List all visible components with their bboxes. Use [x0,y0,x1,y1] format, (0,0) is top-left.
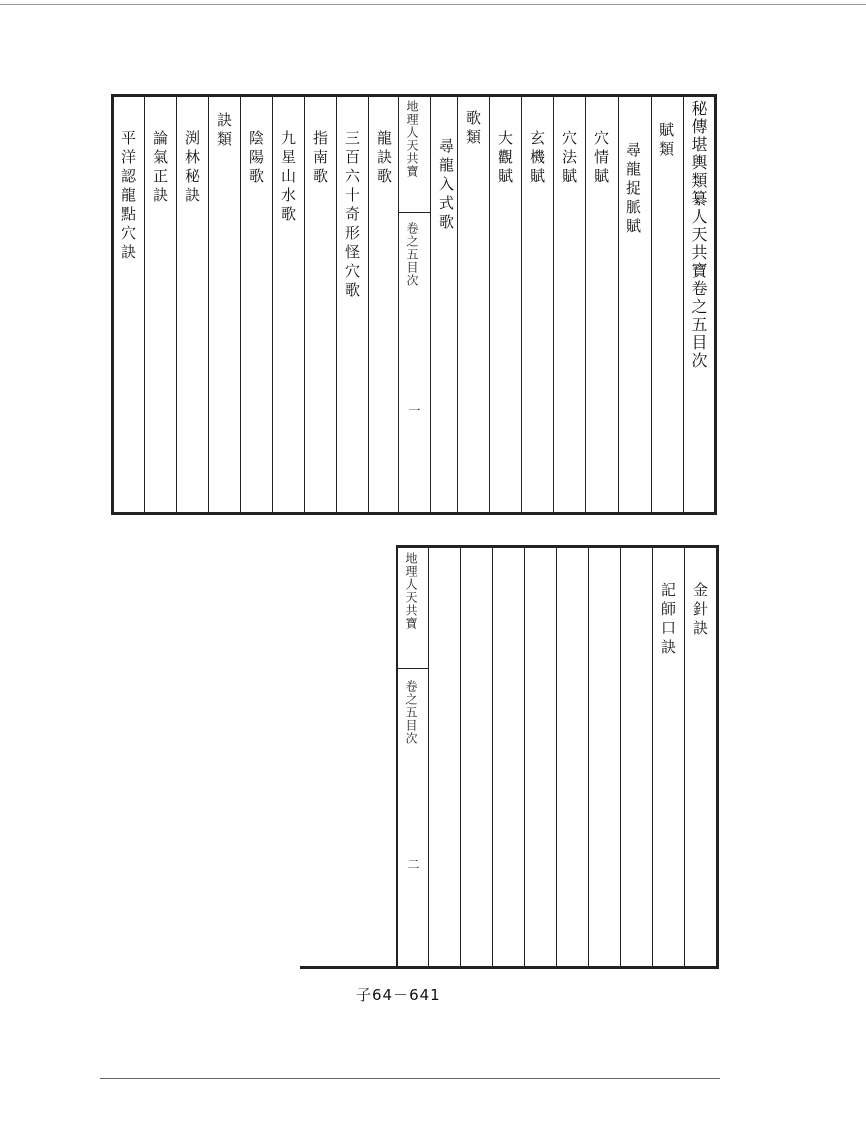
toc-entry: 指南歌 [311,130,329,187]
toc-entry: 三百六十奇形怪穴歌 [343,130,361,301]
lower-column-rule [652,548,653,966]
upper-column-rule [489,96,490,512]
lower-column-rule [428,548,429,966]
margin-fishtail [398,668,428,669]
folio-number: 子64－641 [356,986,441,1004]
toc-entry: 龍訣歌 [375,130,393,187]
toc-entry: 論氣正訣 [151,130,169,206]
lower-frame-left [396,545,398,969]
toc-entry: 穴法賦 [560,130,578,187]
lower-column-rule [524,548,525,966]
toc-heading: 賦類 [657,122,675,160]
upper-margin-title: 地理人天共寶 [405,100,419,178]
toc-entry: 尋龍捉脈賦 [624,142,642,237]
upper-column-rule [398,96,399,512]
upper-column-rule [651,96,652,512]
lower-margin-volume: 卷之五目次 [404,680,418,745]
scan-edge-line [0,4,866,5]
upper-column-rule [618,96,619,512]
toc-entry: 尋龍入式歌 [437,138,455,233]
toc-entry: 陰陽歌 [247,130,265,187]
lower-column-rule [684,548,685,966]
toc-entry: 金針訣 [691,582,709,639]
lower-frame-bottom [300,966,718,969]
toc-entry: 平洋認龍點穴訣 [119,130,137,263]
upper-column-rule [368,96,369,512]
lower-column-rule [620,548,621,966]
upper-frame-left [111,94,114,515]
upper-column-rule [240,96,241,512]
upper-title: 秘傳堪輿類纂人天共寶卷之五目次 [689,100,708,370]
toc-heading: 訣類 [215,112,233,150]
scan-edge-line [100,1078,720,1079]
upper-column-rule [457,96,458,512]
upper-column-rule [144,96,145,512]
upper-column-rule [553,96,554,512]
lower-frame-right [716,545,719,969]
margin-fishtail [398,212,430,213]
upper-margin-volume: 卷之五目次 [405,222,419,287]
upper-frame-right [714,94,717,515]
upper-margin-page: 一 [407,404,421,417]
upper-column-rule [208,96,209,512]
toc-entry: 玄機賦 [528,130,546,187]
upper-column-rule [336,96,337,512]
lower-column-rule [492,548,493,966]
upper-column-rule [585,96,586,512]
upper-column-rule [430,96,431,512]
upper-column-rule [683,96,684,512]
lower-margin-title: 地理人天共寶 [404,552,418,630]
toc-entry: 記師口訣 [659,582,677,658]
upper-column-rule [272,96,273,512]
lower-frame-top [396,545,718,548]
toc-entry: 渕林秘訣 [183,130,201,206]
lower-column-rule [588,548,589,966]
upper-column-rule [521,96,522,512]
upper-frame-top [112,94,716,97]
upper-column-rule [176,96,177,512]
upper-column-rule [304,96,305,512]
lower-column-rule [556,548,557,966]
toc-entry: 九星山水歌 [279,130,297,225]
lower-column-rule [460,548,461,966]
lower-margin-page: 二 [406,858,420,871]
upper-frame-bottom [112,512,716,515]
toc-heading: 歌類 [464,110,482,148]
toc-entry: 大觀賦 [496,130,514,187]
toc-entry: 穴情賦 [592,130,610,187]
